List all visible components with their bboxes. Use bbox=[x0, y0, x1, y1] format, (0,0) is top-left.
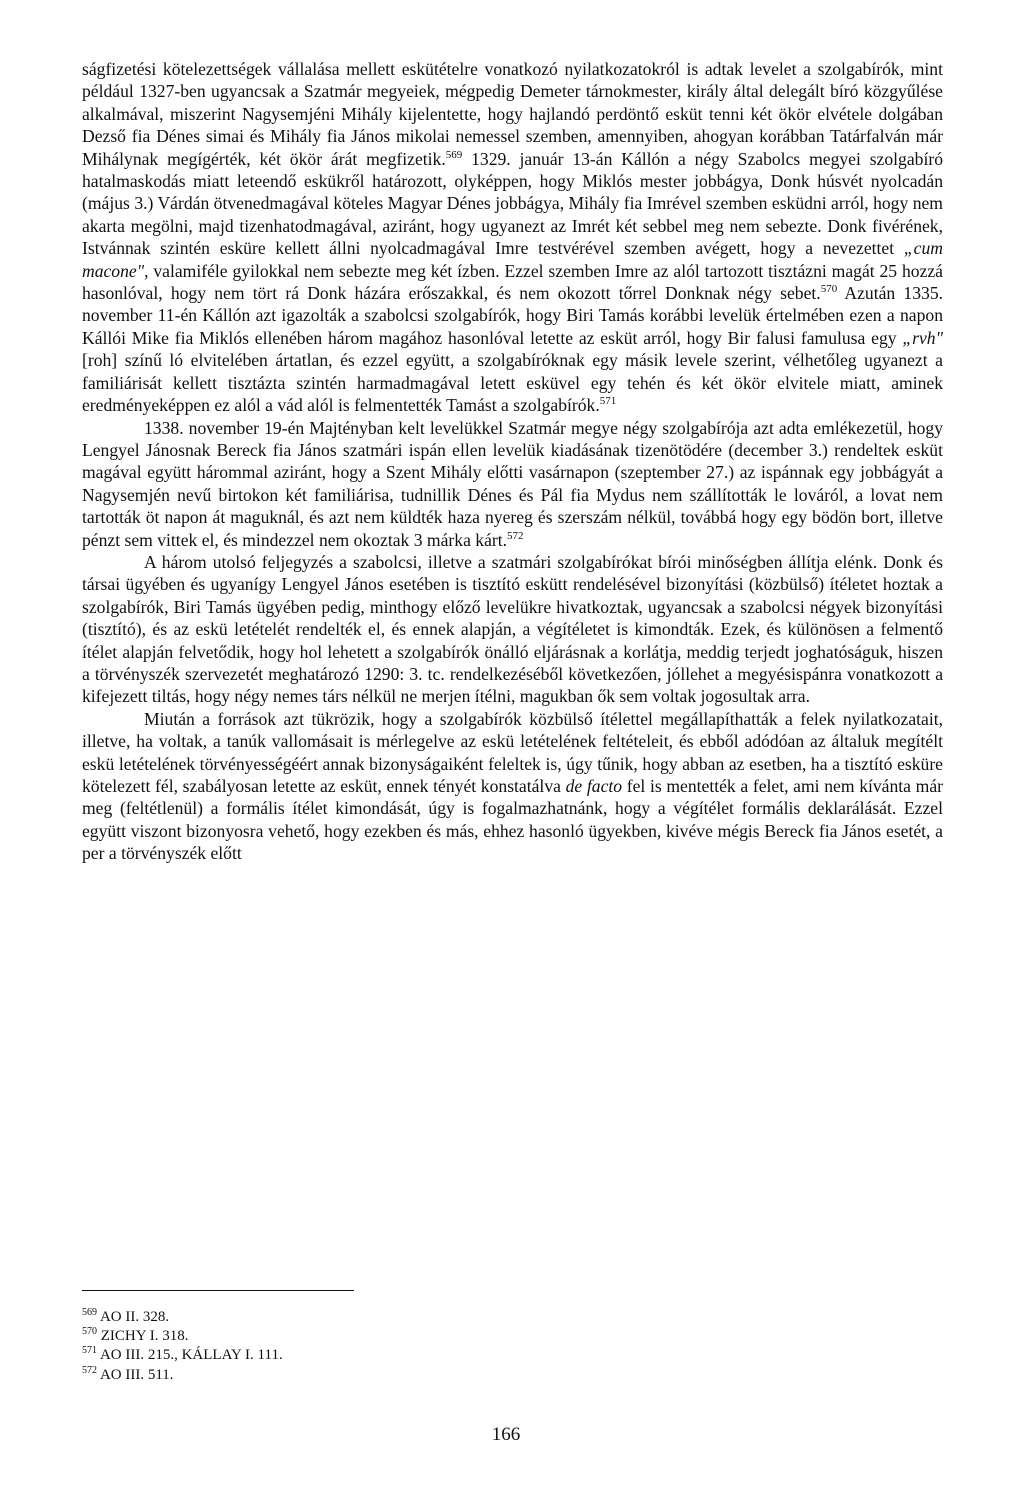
footnote bbox=[82, 1346, 582, 1365]
footnote-number: 572 bbox=[82, 1364, 97, 1376]
footnote-number: 570 bbox=[82, 1326, 97, 1338]
text-segment: fel is mentették a felet, ami nem kívánta már meg (feltétlenül) a formális ítélet kimondását, úgy is fogalmazhatnánk, hogy a végítélet formális deklarálását. Ezzel együtt viszont bizonyosra vehető, hogy ezekben és más, ehhez hasonló ügyekben, kivéve mégis Bereck fia János esetét, a per a törvényszék előtt bbox=[82, 776, 943, 864]
footnote-text: ZICHY I. 318. bbox=[100, 1328, 189, 1345]
text-segment: Miután a források azt tükrözik, hogy a szolgabírók közbülső ítélettel megállapíthatták a felek nyilatkozatait, illetve, ha voltak, a tanúk vallomásait is mérlegelve az eskü letételének feltételeit, és ebből adódóan az általuk megítélt eskü letételének törvényességéért annak bizonyságaiként feleltek is, úgy tűnik, hogy abban az esetben, ha a tisztító esküre kötelezett fél, szabályosan letette az esküt, ennek tényét konstatálva bbox=[82, 708, 943, 796]
text-segment: 1338. november 19-én Majtényban kelt levelükkel Szatmár megye négy szolgabírója azt adta emlékezetül, hogy Lengyel Jánosnak Bereck fia János szatmári ispán ellen levelük kiadásának tizenötödére (december 3.) rendeltek esküt magával együtt hárommal aziránt, hogy a Szent Mihály előtti vasárnapon (szeptember 27.) az ispánnak egy jobbágyát a Nagysemjén nevű birtokon két familiárisa, tudnillik Dénes és Pál fia Mydus nem szállították le lováról, a lovat nem tartották öt napon át maguknál, és azt nem küldték haza nyereg és szerszám nélkül, továbbá hogy egy bödön bort, illetve pénzt sem vittek el, és mindezzel nem okoztak 3 márka kárt. bbox=[82, 417, 943, 550]
footnote-reference: 571 bbox=[599, 395, 617, 408]
paragraph bbox=[82, 417, 943, 551]
footnote bbox=[82, 1308, 582, 1327]
footnote-number: 571 bbox=[82, 1345, 97, 1357]
footnote-text: AO III. 511. bbox=[99, 1366, 174, 1383]
text-segment: , valamiféle gyilokkal nem sebezte meg két ízben. Ezzel szemben Imre az alól tartozott tisztázni magát 25 hozzá hasonlóval, hogy nem tört rá Donk házára erőszakkal, és nem okozott tőrrel Donknak négy sebet. bbox=[82, 260, 943, 304]
page-number: 166 bbox=[491, 1424, 521, 1445]
footnote-reference: 570 bbox=[820, 283, 838, 296]
text-segment: Azután 1335. november 11-én Kállón azt igazolták a szabolcsi szolgabírók, hogy Biri Tamás korábbi levelük értelmében ezen a napon Kállói Mike fia Miklós ellenében három magához hasonlóval letette az esküt arról, hogy Bir falusi famulusa egy bbox=[82, 283, 944, 348]
italic-text: „rvh" bbox=[902, 327, 943, 348]
italic-text: „cum macone" bbox=[82, 238, 943, 281]
paragraph bbox=[82, 58, 943, 417]
italic-text: de facto bbox=[565, 776, 623, 796]
footnotes bbox=[82, 1308, 582, 1385]
footnote bbox=[82, 1327, 582, 1346]
footnote-reference: 569 bbox=[445, 148, 463, 161]
footnote bbox=[82, 1366, 582, 1385]
paragraph bbox=[82, 708, 943, 865]
paragraph bbox=[82, 551, 943, 708]
footnote-separator bbox=[82, 1290, 354, 1291]
footnote-text: AO III. 215., KÁLLAY I. 111. bbox=[99, 1347, 283, 1364]
text-segment: A három utolsó feljegyzés a szabolcsi, illetve a szatmári szolgabírókat bírói minőségben állítja elénk. Donk és társai ügyében és ugyanígy Lengyel János esetében is tisztító eskütt rendelésével bizonyítási (közbülső) ítéletet hoztak a szolgabírók, Biri Tamás ügyében pedig, minthogy előző levelükre hivatkoztak, ugyancsak a szabolcsi négyek bizonyítási (tisztító), és az eskü letételét rendelték el, és ennek alapján, a végítéletet is kimondták. Ezek, és különösen a felmentő ítélet alapján felvetődik, hogy hol lehetett a szolgabírók önálló eljárásnak a korlátja, meddig terjedt joghatóságuk, hiszen a törvényszék szervezetét meghatározó 1290: 3. tc. rendelkezéséből következően, jóllehet a megyésispánra vonatkozott a kifejezett tiltás, hogy négy nemes társ nélkül ne merjen ítélni, magukban ők sem voltak jogosultak arra. bbox=[82, 551, 943, 707]
text-segment: [roh] színű ló elvitelében ártatlan, és ezzel együtt, a szolgabíróknak egy másik levele szerint, vélhetőleg ugyanezt a familiárisát kellett tisztázta szintén harmadmagával letett esküvel egy tehén és két ökör elvitele miatt, aminek eredményeképpen ez alól a vád alól is felmentették Tamást a szolgabírók. bbox=[82, 350, 943, 416]
text-segment: ságfizetési kötelezettségek vállalása mellett eskütételre vonatkozó nyilatkozatokról is adtak levelet a szolgabírók, mint például 1327-ben ugyancsak a Szatmár megyeiek, mégpedig Demeter tárnokmester, király által delegált bíró közgyűlése alkalmával, miszerint Nagysemjéni Mihály kijelentette, hogy hajlandó perdöntő esküt tenni két ökör elvétele dolgában Dezső fia Dénes simai és Mihály fia János mikolai nemessel szemben, amennyiben, ahogyan korábban Tatárfalván már Mihálynak megígérték, két ökör árát megfizetik. bbox=[82, 59, 943, 169]
main-text bbox=[82, 58, 943, 865]
footnote-text: AO II. 328. bbox=[99, 1309, 170, 1325]
footnote-number: 569 bbox=[82, 1307, 97, 1318]
text-segment: 1329. január 13-án Kállón a négy Szabolcs megyei szolgabíró hatalmaskodás miatt leteendő eskükről határozott, olyképpen, hogy Miklós mester jobbágya, Donk húsvét nyolcadán (május 3.) Várdán ötvenedmagával köteles Magyar Dénes jobbágya, Mihály fia Imrével szemben esküdni arról, hogy nem akarta megölni, majd tizenhatodmagával, aziránt, hogy ugyanezt az Imrét két sebbel meg nem sebezte. Donk fivérének, Istvánnak szintén esküre kellett állni nyolcadmagával Imre testvérével szemben avégett, hogy a nevezettet bbox=[82, 148, 943, 259]
footnote-reference: 572 bbox=[507, 529, 524, 542]
